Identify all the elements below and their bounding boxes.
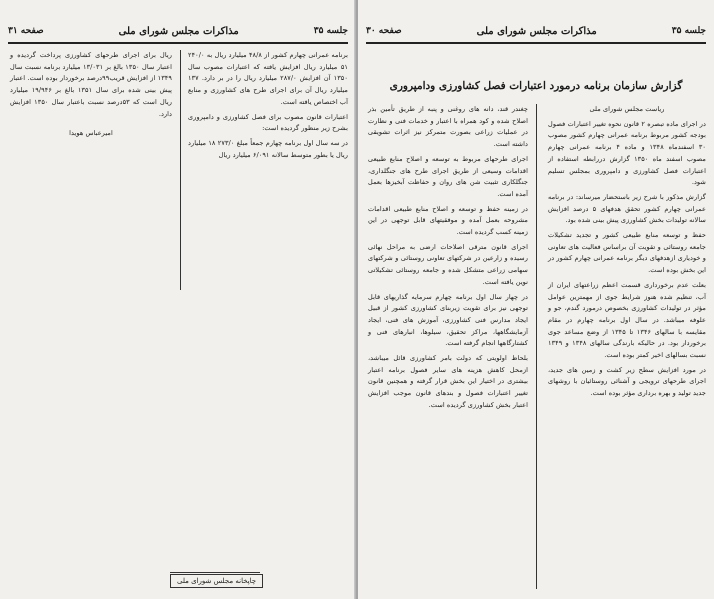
paragraph: در زمینه حفظ و توسعه و اصلاح منابع طبیعی اقدامات مشروحه بعمل آمده و موفقیتهای قابل توجهی در این زمینه کسب گردیده است. [368, 204, 528, 237]
paragraph: در مورد افزایش سطح زیر کشت و زمین های جدید، اجرای طرحهای ترویجی و آشنائی روستائیان با روشهای جدید تولید و بهره برداری مؤثر بوده است. [548, 365, 706, 398]
paragraph: اعتبارات قانون مصوب برای فصل کشاورزی و دامپروری بشرح زیر منظور گردیده است: [188, 112, 348, 133]
paragraph: بلحاظ اولویتی که دولت بامر کشاورزی قائل میباشد، ازمحل کاهش هزینه های سایر فصول برنامه اعتبار بیشتری در اختیار این بخش قرار گرفته و همچنین قانون تغییر اعتبارات فصول و بندهای قانون موجب افزایش اعتبار بخش کشاورزی گردیده است. [368, 354, 528, 409]
paragraph: بعلت عدم برخورداری قسمت اعظم زراعتهای ایران از آب، تنظیم شده هنوز شرایط جوی از مهمترین عوامل مؤثر در تولیدات کشاورزی بخصوص درمورد گندم، جو و علوفه میباشد. در سال اول برنامه چهارم در مقام مقایسه با سالهای ۱۳۴۶ تا ۱۳۴۵ از وضع مساعد جوی برخوردار بود. در حالیکه بارندگی سالهای ۱۳۴۸ و ۱۳۴۹ نسبت بسالهای اخیر کمتر بوده است. [548, 280, 706, 360]
right-page-number: صفحه ۳۰ [366, 26, 402, 36]
column-divider [180, 50, 181, 290]
paragraph: در چهار سال اول برنامه چهارم سرمایه گذاریهای قابل توجهی نیز برای تقویت زیربنای کشاورزی کشور از قبیل ایجاد مدارس فنی کشاورزی، آموزش های فنی، ایجاد آزمایشگاهها، مراکز تحقیق، سیلوها، انبارهای فنی و کشتارگاهها انجام گرفته است. [368, 292, 528, 348]
paragraph: اجرای طرحهای مربوط به توسعه و اصلاح منابع طبیعی اقدامات وسیعی از طریق اجرای طرح های جنگلداری، جنگلکاری تثبیت شن های روان و حفاظت آبخیزها بعمل آمده است. [368, 154, 528, 198]
paragraph: در اجرای ماده تبصره ۲ قانون نحوه تغییر اعتبارات فصول بودجه کشور مربوط برنامه عمرانی چهارم کشور مصوب ۳۰ اسفندماه ۱۳۴۸ و ماده ۴ برنامه عمرانی چهارم مصوب اسفند ماه ۱۳۵۰ گزارش دررابطه استفاده از اعتبارات فصل کشاورزی و دامپروری بمجلس تسلیم شود. [548, 119, 707, 187]
stamp-rule [170, 572, 260, 573]
report-title: گزارش سازمان برنامه درمورد اعتبارات فصل کشاورزی ودامپروری [389, 80, 683, 92]
left-page-header [8, 20, 348, 44]
signature-name: امیرعباس هویدا [69, 129, 113, 138]
left-page-number: صفحه ۳۱ [8, 26, 44, 36]
paragraph: در سه سال اول برنامه چهارم جمعاً مبلغ ۲۷۳/۰ ۱۸ میلیارد ریال یا بطور متوسط سالانه ۶/۰۹۱ میلیارد ریال [188, 138, 349, 159]
right-page-col-left [368, 104, 528, 415]
column-divider [536, 104, 537, 589]
salutation: ریاست مجلس شورای ملی [589, 105, 665, 113]
right-page [358, 0, 714, 599]
right-session-label: جلسه ۳۵ [671, 26, 706, 36]
right-page-header [366, 20, 706, 44]
left-page [0, 0, 356, 599]
right-header-title: مذاکرات مجلس شورای ملی [476, 25, 597, 37]
printer-stamp: چاپخانه مجلس شورای ملی [170, 574, 263, 588]
left-page-col-right [188, 50, 348, 164]
left-page-col-left [10, 50, 172, 143]
paragraph: حفظ و توسعه منابع طبیعی کشور و تجدید تشکیلات جامعه روستائی و تقویت آن براساس فعالیت های تعاونی و خودیاری ازهدفهای دیگر برنامه عمرانی چهارم کشور در این بخش بوده است. [548, 231, 706, 275]
paragraph: گزارش مذکور با شرح زیر باستحضار میرساند: در برنامه عمرانی چهارم کشور تحقق هدفهای ۵ درصد افزایش سالانه تولیدات بخش کشاورزی پیش بینی شده بود. [548, 192, 706, 225]
paragraph: اجرای قانون مترقی اصلاحات ارضی به مراحل نهائی رسیده و زارعین در شرکتهای تعاونی روستائی و شرکتهای سهامی زراعی متشکل شده و جامعه روستائی تشکیلاتی نوین یافته است. [368, 242, 528, 286]
right-page-col-right [548, 104, 706, 403]
paragraph: چغندر قند، دانه های روغنی و پنبه از طریق تأمین بذر اصلاح شده و کود همراه با اعتبار و خدمات فنی و نظارت در عملیات زراعی بصورت متمرکز نیز اثرات تشویقی داشته است. [368, 105, 528, 149]
left-header-title: مذاکرات مجلس شورای ملی [118, 25, 239, 37]
paragraph: برنامه عمرانی چهارم کشور از ۴۸/۸ میلیارد ریال به ۲۴۰/۰ ۵۱ میلیارد ریال افزایش یافته که اعتبارات مصوب سال ۱۳۵۰ آن افزایش ۲۸۷/۰ میلیارد ریال را در بر دارد. ۱۳۷ میلیارد ریال آن برای اجرای طرح های کشاورزی و منابع آب اختصاص یافته است. [188, 51, 348, 106]
left-session-label: جلسه ۳۵ [313, 26, 348, 36]
paragraph: ریال برای اجرای طرحهای کشاورزی پرداخت گردیده و اعتبار سال ۱۳۵۰ بالغ بر ۱۳/۰۳۱ میلیارد برنامه نسبت سال ۱۳۴۹ از افزایش قریب۹۹درصد برخوردار بوده است. اعتبار پیش بینی شده برای سال ۱۳۵۱ بالغ بر ۱۹/۹۴۶ میلیارد ریال است که ۵۳درصد نسبت باعتبار سال ۱۳۵۰ افزایش دارد. [10, 51, 172, 118]
